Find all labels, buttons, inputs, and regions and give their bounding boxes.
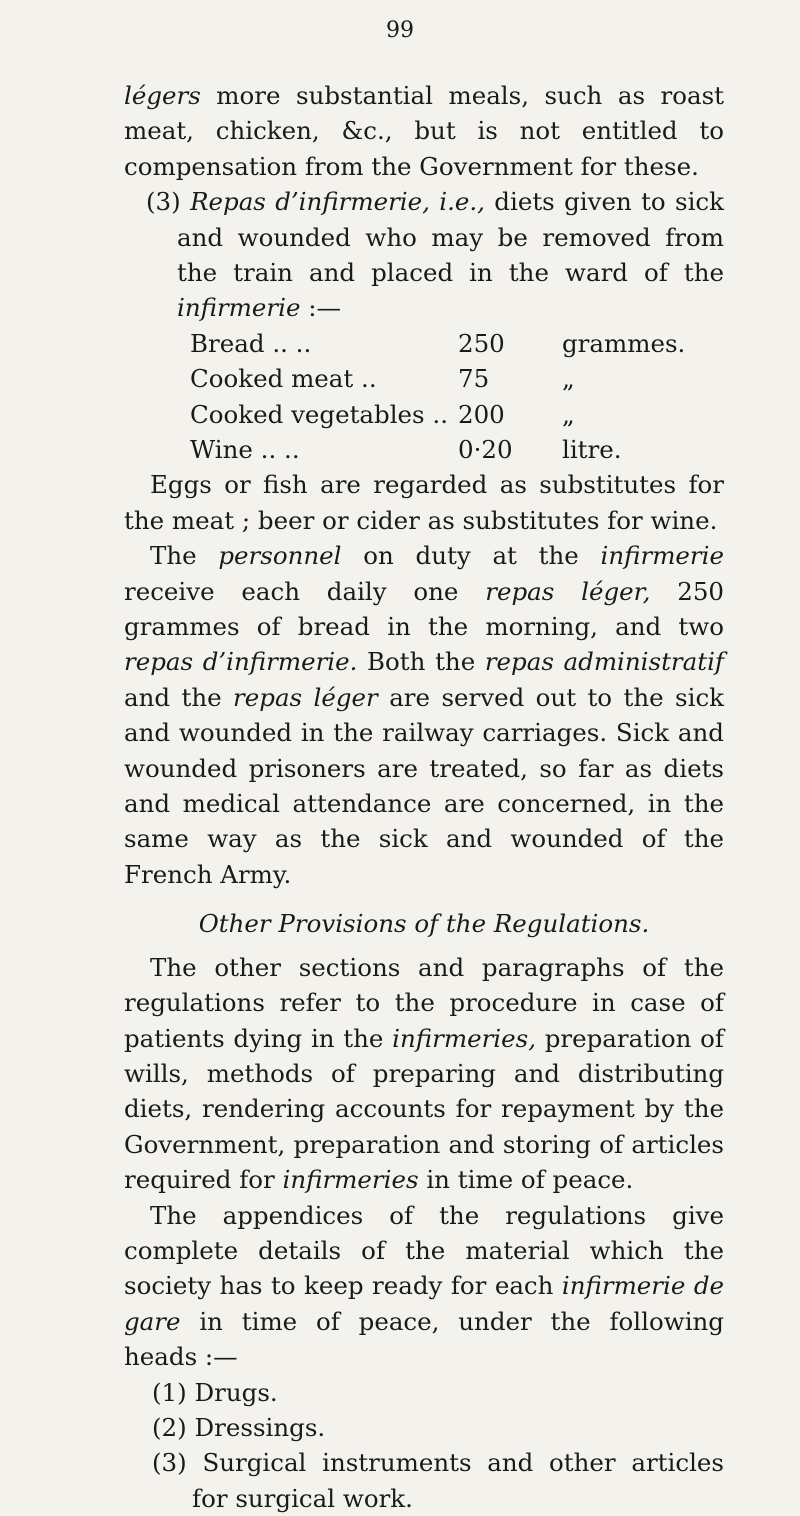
diet-quantity: 200 [458, 399, 505, 429]
italic-term: infirmeries [282, 1165, 419, 1195]
paragraph-substitutes: Eggs or fish are regarded as substitutes for the meat ; beer or cider as substitutes for wine. [124, 470, 724, 535]
paragraph-text: more substantial meals, such as roast meat, chicken, &c., but is not entitled to compensation from the Government for these. [124, 81, 724, 181]
list-item: (2) Dressings. [152, 1412, 326, 1442]
diet-row [190, 432, 724, 467]
diet-row [190, 326, 724, 361]
diet-item: Cooked meat .. [190, 364, 377, 394]
italic-term: infirmerie [600, 541, 724, 571]
diet-item: Cooked vegetables .. [190, 399, 448, 429]
diet-row [190, 361, 724, 396]
diet-row [190, 397, 724, 432]
italic-term: repas léger, [485, 576, 651, 606]
heads-list [152, 1375, 724, 1516]
italic-term: repas d’infirmerie. [124, 647, 358, 677]
paragraph-appendices: The appendices of the regulations give complete details of the material which the society has to keep ready for each infirmerie de gare in time of peace, under the following heads :— [124, 1200, 725, 1372]
paragraph-personnel: The personnel on duty at the infirmerie receive each daily one repas léger, 250 grammes of bread in the morning, and two repas d’infirmerie. Both the repas administratif and the repas léger are served out to the sick and wounded in the railway carriages. Sick and wounded prisoners are treated, so far as diets and medical attendance are concerned, in the same way as the sick and wounded of the French Army. [124, 541, 725, 889]
diet-item: Wine .. .. [190, 435, 300, 465]
page-number: 99 [386, 18, 414, 43]
italic-term: personnel [218, 541, 342, 571]
diet-quantity: 0·20 [458, 435, 513, 465]
section-heading: Other Provisions of the Regulations. [198, 909, 650, 939]
paragraph-text: diets given to sick and wounded who may be removed from the train and placed in the ward of the [177, 187, 724, 288]
diet-unit: „ [562, 364, 575, 394]
list-item: (1) Drugs. [152, 1377, 278, 1407]
paragraph-text: :— [300, 293, 341, 323]
body-text [124, 78, 724, 1516]
diet-quantity: 75 [458, 364, 490, 394]
paragraph-other-sections: The other sections and paragraphs of the regulations refer to the procedure in case of patients dying in the infirmeries, preparation of wills, methods of preparing and distributing diets, rendering accounts for repayment by the Government, preparation and storing of articles required for infirmeries in time of peace. [124, 952, 724, 1195]
italic-term: infirmerie [177, 293, 301, 323]
diet-item: Bread .. .. [190, 328, 312, 358]
diet-quantity: 250 [458, 328, 505, 358]
italic-term: repas administratif [484, 647, 724, 677]
paragraph-continuation [124, 78, 724, 184]
italic-term: infirmeries, [392, 1023, 536, 1053]
diet-unit: litre. [562, 435, 622, 465]
italic-term: Repas d’infirmerie, i.e., [190, 187, 485, 217]
diet-table [190, 326, 724, 468]
list-item: (3) Surgical instruments and other articles for surgical work. [152, 1448, 724, 1513]
diet-unit: grammes. [562, 328, 686, 358]
item-number: (3) [146, 187, 191, 217]
paragraph-repas-infirmerie [124, 184, 724, 326]
italic-term: infirmerie de gare [124, 1271, 725, 1336]
italic-term: repas léger [233, 682, 378, 712]
italic-term: légers [124, 81, 201, 110]
diet-unit: „ [562, 399, 575, 429]
